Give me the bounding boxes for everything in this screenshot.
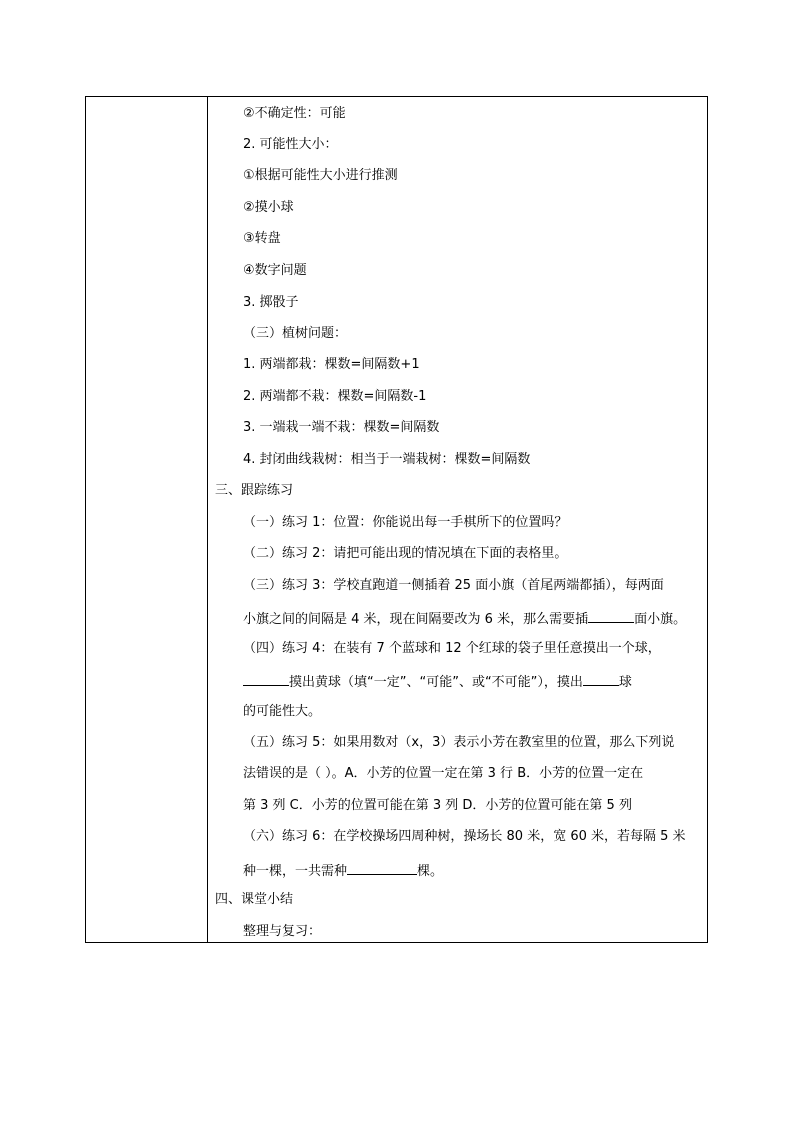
answer-blank (243, 671, 289, 686)
text-line: 3. 一端栽一端不栽：棵数=间隔数 (243, 420, 440, 435)
section-heading: （三）植树问题： (243, 326, 348, 341)
text-line: 2. 两端都不栽：棵数=间隔数-1 (243, 389, 427, 404)
text-line: ②摸小球 (243, 200, 294, 215)
exercise-text: 小旗之间的间隔是 4 米，现在间隔要改为 6 米，那么需要插 (243, 612, 589, 627)
exercise-line (243, 671, 632, 692)
exercise-line: （六）练习 6：在学校操场四周种树，操场长 80 米，宽 60 米，若每隔 5 米 (243, 829, 686, 844)
answer-blank (588, 608, 634, 623)
text-line: 4. 封闭曲线栽树：相当于一端栽树：棵数=间隔数 (243, 452, 531, 467)
exercise-line: （三）练习 3：学校直跑道一侧插着 25 面小旗（首尾两端都插），每两面 (243, 578, 664, 593)
exercise-text: 棵。 (417, 864, 444, 879)
text-line: 整理与复习： (243, 924, 322, 939)
table-content-cell (208, 97, 707, 942)
section-heading: 三、跟踪练习 (215, 483, 294, 498)
exercise-text: 摸出黄球（填“一定”、“可能”、或“不可能”），摸出 (289, 675, 583, 690)
exercise-line: （四）练习 4：在装有 7 个蓝球和 12 个红球的袋子里任意摸出一个球， (243, 641, 661, 656)
text-line: ④数字问题 (243, 263, 307, 278)
exercise-line (243, 608, 686, 629)
table-left-cell (86, 97, 207, 942)
text-line: ②不确定性：可能 (243, 106, 346, 121)
lesson-table (85, 96, 708, 943)
text-line: ③转盘 (243, 231, 281, 246)
exercise-text: 面小旗。 (634, 612, 687, 627)
exercise-line: （五）练习 5：如果用数对（x，3）表示小芳在教室里的位置，那么下列说 (243, 735, 675, 750)
exercise-line: 的可能性大。 (243, 704, 322, 719)
exercise-text: 种一棵，一共需种 (243, 864, 348, 879)
exercise-line: （一）练习 1：位置：你能说出每一手棋所下的位置吗？ (243, 515, 568, 530)
exercise-line: （二）练习 2：请把可能出现的情况填在下面的表格里。 (243, 546, 568, 561)
exercise-line: 法错误的是（ ）。A．小芳的位置一定在第 3 行 B．小芳的位置一定在 (243, 766, 644, 781)
text-line: 1. 两端都栽：棵数=间隔数+1 (243, 357, 420, 372)
exercise-line: 第 3 列 C．小芳的位置可能在第 3 列 D．小芳的位置可能在第 5 列 (243, 798, 632, 813)
text-line: ①根据可能性大小进行推测 (243, 168, 398, 183)
exercise-line (243, 860, 443, 881)
text-line: 2. 可能性大小： (243, 137, 338, 152)
section-heading: 四、课堂小结 (215, 892, 294, 907)
answer-blank (583, 671, 619, 686)
exercise-text: 球 (618, 675, 632, 690)
text-line: 3. 掷骰子 (243, 295, 299, 310)
answer-blank (347, 860, 417, 875)
